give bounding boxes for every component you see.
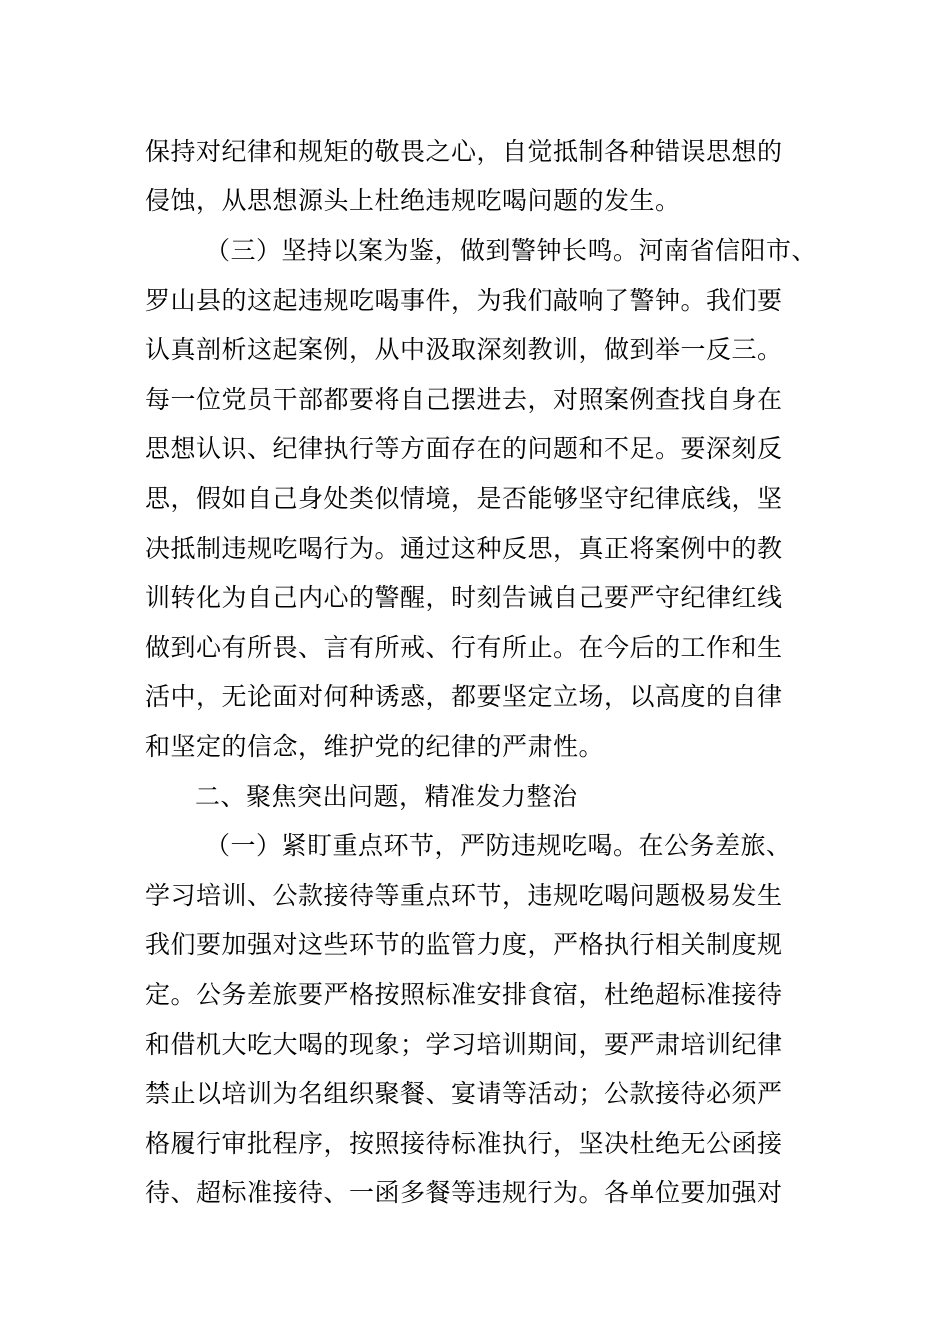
text-line: 罗山县的这起违规吃喝事件，为我们敲响了警钟。我们要 [145,286,783,315]
text-line: 和借机大吃大喝的现象；学习培训期间，要严肃培训纪律 [145,1030,783,1059]
text-line: 禁止以培训为名组织聚餐、宴请等活动；公款接待必须严 [145,1079,783,1108]
text-line: 保持对纪律和规矩的敬畏之心，自觉抵制各种错误思想的 [145,137,783,166]
text-line: 思，假如自己身处类似情境，是否能够坚守纪律底线，坚 [145,484,783,513]
text-line: 认真剖析这起案例，从中汲取深刻教训，做到举一反三。 [145,335,783,364]
text-line: 活中，无论面对何种诱惑，都要坚定立场，以高度的自律 [145,682,783,711]
text-line: 学习培训、公款接待等重点环节，违规吃喝问题极易发生 [145,881,783,910]
section-heading: 二、聚焦突出问题，精准发力整治 [195,782,578,811]
text-line: 每一位党员干部都要将自己摆进去，对照案例查找自身在 [145,385,783,414]
text-line: 格履行审批程序，按照接待标准执行，坚决杜绝无公函接 [145,1129,783,1158]
text-line: 做到心有所畏、言有所戒、行有所止。在今后的工作和生 [145,633,783,662]
text-line: 定。公务差旅要严格按照标准安排食宿，杜绝超标准接待 [145,980,783,1009]
text-line: 和坚定的信念，维护党的纪律的严肃性。 [145,732,605,761]
text-line: 决抵制违规吃喝行为。通过这种反思，真正将案例中的教 [145,534,783,563]
text-line: 思想认识、纪律执行等方面存在的问题和不足。要深刻反 [145,434,783,463]
paragraph-heading: （一）紧盯重点环节，严防违规吃喝。在公务差旅、 [205,831,792,860]
text-line: 侵蚀，从思想源头上杜绝违规吃喝问题的发生。 [145,186,681,215]
text-line: 待、超标准接待、一函多餐等违规行为。各单位要加强对 [145,1178,783,1207]
text-line: 我们要加强对这些环节的监管力度，严格执行相关制度规 [145,930,783,959]
text-line: 训转化为自己内心的警醒，时刻告诫自己要严守纪律红线 [145,583,783,612]
paragraph-heading: （三）坚持以案为鉴，做到警钟长鸣。河南省信阳市、 [205,236,818,265]
